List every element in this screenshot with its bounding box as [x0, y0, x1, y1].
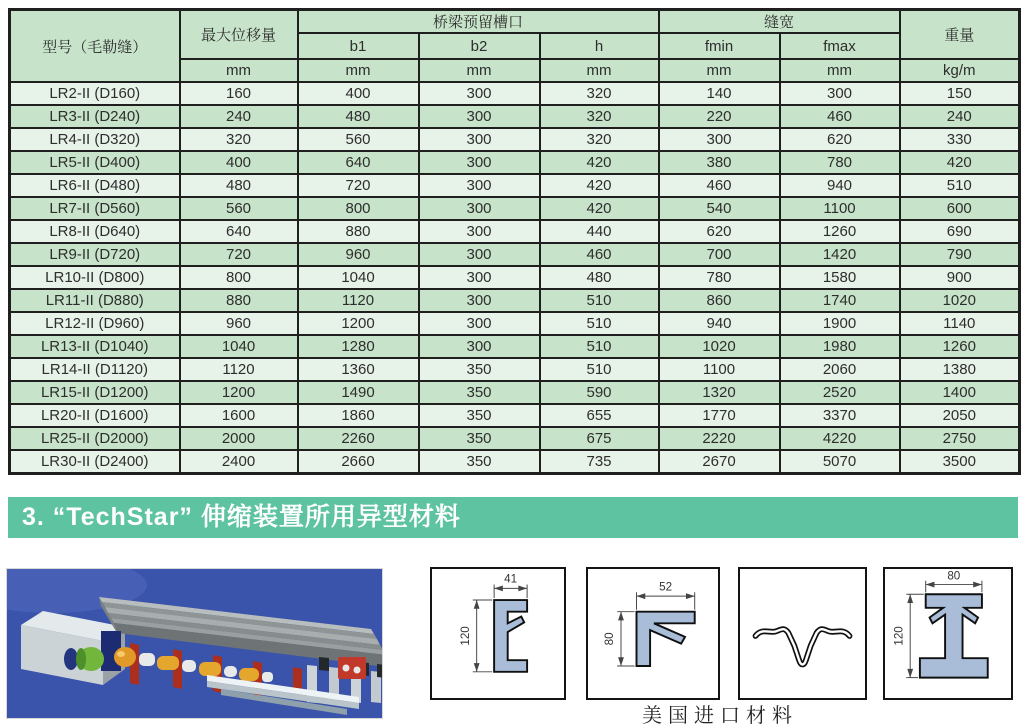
cell-model: LR5-II (D400): [10, 151, 180, 174]
dim-width-label: 52: [659, 580, 673, 594]
header-b2: b2: [419, 33, 540, 59]
cell-b2: 300: [419, 197, 540, 220]
dim-height-label: 80: [603, 632, 617, 646]
cell-h: 460: [540, 243, 659, 266]
cell-fmax: 1580: [780, 266, 900, 289]
expansion-joint-3d-render: [6, 568, 383, 719]
cell-fmax: 1900: [780, 312, 900, 335]
table-body: [10, 82, 1020, 473]
cell-b1: 1200: [298, 312, 419, 335]
cell-displacement: 640: [180, 220, 298, 243]
cell-weight: 1400: [900, 381, 1020, 404]
cell-b2: 350: [419, 404, 540, 427]
cell-b1: 880: [298, 220, 419, 243]
materials-caption: 美国进口材料: [642, 705, 798, 727]
cell-fmax: 1100: [780, 197, 900, 220]
cell-weight: 420: [900, 151, 1020, 174]
cell-model: LR20-II (D1600): [10, 404, 180, 427]
header-weight: 重量: [900, 10, 1020, 60]
cell-displacement: 880: [180, 289, 298, 312]
cell-fmax: 1740: [780, 289, 900, 312]
cell-fmin: 2220: [659, 427, 780, 450]
cell-b2: 300: [419, 335, 540, 358]
cell-model: LR10-II (D800): [10, 266, 180, 289]
cell-b2: 350: [419, 381, 540, 404]
table-row: [10, 450, 1020, 473]
table-row: [10, 358, 1020, 381]
table-row: [10, 174, 1020, 197]
cell-h: 655: [540, 404, 659, 427]
profile-drawing-c-edge: [430, 567, 566, 700]
cell-fmin: 700: [659, 243, 780, 266]
cell-model: LR8-II (D640): [10, 220, 180, 243]
cell-fmax: 1260: [780, 220, 900, 243]
cell-fmin: 1770: [659, 404, 780, 427]
cell-b2: 300: [419, 105, 540, 128]
cell-b2: 350: [419, 450, 540, 473]
cell-fmax: 940: [780, 174, 900, 197]
cell-weight: 2750: [900, 427, 1020, 450]
cell-fmax: 780: [780, 151, 900, 174]
cell-b2: 300: [419, 151, 540, 174]
cell-weight: 1020: [900, 289, 1020, 312]
header-h: h: [540, 33, 659, 59]
table-row: [10, 381, 1020, 404]
cell-h: 590: [540, 381, 659, 404]
table-row: [10, 427, 1020, 450]
header-seam-group: 缝宽: [659, 10, 900, 34]
cell-b1: 640: [298, 151, 419, 174]
cell-model: LR4-II (D320): [10, 128, 180, 151]
cell-model: LR14-II (D1120): [10, 358, 180, 381]
cell-weight: 1380: [900, 358, 1020, 381]
cell-b2: 300: [419, 312, 540, 335]
expansion-joint-spec-table: [8, 8, 1021, 475]
cell-displacement: 320: [180, 128, 298, 151]
dim-height-label: 120: [458, 626, 472, 646]
cell-model: LR11-II (D880): [10, 289, 180, 312]
cell-model: LR9-II (D720): [10, 243, 180, 266]
cell-b2: 350: [419, 427, 540, 450]
cell-h: 320: [540, 82, 659, 105]
header-model: 型号（毛勒缝）: [10, 10, 180, 83]
cell-model: LR3-II (D240): [10, 105, 180, 128]
cell-h: 320: [540, 128, 659, 151]
cell-h: 675: [540, 427, 659, 450]
cell-weight: 330: [900, 128, 1020, 151]
cell-h: 510: [540, 289, 659, 312]
cell-b1: 480: [298, 105, 419, 128]
section-title: 3. “TechStar” 伸缩装置所用异型材料: [22, 503, 461, 531]
cell-b1: 1120: [298, 289, 419, 312]
cell-fmin: 140: [659, 82, 780, 105]
cell-fmin: 1020: [659, 335, 780, 358]
cell-b1: 1280: [298, 335, 419, 358]
cell-displacement: 2000: [180, 427, 298, 450]
unit-weight: kg/m: [900, 59, 1020, 82]
dim-width-label: 80: [947, 569, 961, 583]
cell-h: 420: [540, 197, 659, 220]
cell-h: 320: [540, 105, 659, 128]
cell-model: LR15-II (D1200): [10, 381, 180, 404]
table-row: [10, 197, 1020, 220]
table-row: [10, 335, 1020, 358]
table-row: [10, 312, 1020, 335]
cell-b1: 560: [298, 128, 419, 151]
cell-model: LR7-II (D560): [10, 197, 180, 220]
c-edge-profile-graphic: [432, 569, 564, 698]
cell-h: 440: [540, 220, 659, 243]
header-fmax: fmax: [780, 33, 900, 59]
angle-edge-profile-graphic: [588, 569, 718, 698]
table-row: [10, 266, 1020, 289]
table-row: [10, 220, 1020, 243]
cell-fmin: 380: [659, 151, 780, 174]
cell-b2: 300: [419, 243, 540, 266]
cell-fmax: 460: [780, 105, 900, 128]
profile-drawing-v-seal: [738, 567, 867, 700]
cell-model: LR6-II (D480): [10, 174, 180, 197]
cell-fmin: 780: [659, 266, 780, 289]
cell-fmin: 540: [659, 197, 780, 220]
cell-b2: 350: [419, 358, 540, 381]
cell-weight: 510: [900, 174, 1020, 197]
cell-weight: 3500: [900, 450, 1020, 473]
table-row: [10, 82, 1020, 105]
unit-h: mm: [540, 59, 659, 82]
cell-fmax: 2060: [780, 358, 900, 381]
cell-fmax: 300: [780, 82, 900, 105]
cell-fmin: 220: [659, 105, 780, 128]
cell-fmax: 4220: [780, 427, 900, 450]
header-b1: b1: [298, 33, 419, 59]
cell-fmin: 2670: [659, 450, 780, 473]
cell-fmin: 620: [659, 220, 780, 243]
cell-displacement: 400: [180, 151, 298, 174]
profile-drawing-angle-edge: [586, 567, 720, 700]
cell-fmin: 860: [659, 289, 780, 312]
cell-weight: 690: [900, 220, 1020, 243]
header-fmin: fmin: [659, 33, 780, 59]
profile-drawing-i-beam: [883, 567, 1013, 700]
cell-h: 420: [540, 151, 659, 174]
unit-b2: mm: [419, 59, 540, 82]
table-header: [10, 10, 1020, 83]
cell-fmax: 1980: [780, 335, 900, 358]
unit-b1: mm: [298, 59, 419, 82]
table-row: [10, 289, 1020, 312]
cell-fmin: 300: [659, 128, 780, 151]
cell-b1: 400: [298, 82, 419, 105]
cell-h: 510: [540, 312, 659, 335]
cell-displacement: 1040: [180, 335, 298, 358]
cell-h: 510: [540, 335, 659, 358]
cell-displacement: 480: [180, 174, 298, 197]
cell-displacement: 960: [180, 312, 298, 335]
cell-b2: 300: [419, 82, 540, 105]
cell-fmin: 1100: [659, 358, 780, 381]
cell-h: 510: [540, 358, 659, 381]
cell-b1: 1360: [298, 358, 419, 381]
cell-fmax: 5070: [780, 450, 900, 473]
cell-displacement: 560: [180, 197, 298, 220]
section-banner: [8, 497, 1018, 538]
cell-h: 480: [540, 266, 659, 289]
cell-displacement: 1200: [180, 381, 298, 404]
cell-weight: 240: [900, 105, 1020, 128]
cell-fmin: 940: [659, 312, 780, 335]
cell-fmin: 1320: [659, 381, 780, 404]
table-row: [10, 404, 1020, 427]
cell-weight: 1140: [900, 312, 1020, 335]
cell-b2: 300: [419, 220, 540, 243]
cell-displacement: 1600: [180, 404, 298, 427]
table-row: [10, 128, 1020, 151]
cell-fmin: 460: [659, 174, 780, 197]
cell-b1: 960: [298, 243, 419, 266]
cell-fmax: 2520: [780, 381, 900, 404]
cell-displacement: 2400: [180, 450, 298, 473]
v-seal-profile-graphic: [740, 569, 865, 698]
cell-h: 735: [540, 450, 659, 473]
cell-b1: 800: [298, 197, 419, 220]
cell-displacement: 720: [180, 243, 298, 266]
cell-weight: 150: [900, 82, 1020, 105]
cell-b1: 1490: [298, 381, 419, 404]
cell-b1: 2260: [298, 427, 419, 450]
i-beam-profile-graphic: [885, 569, 1011, 698]
cell-fmax: 3370: [780, 404, 900, 427]
cell-b1: 1860: [298, 404, 419, 427]
unit-fmin: mm: [659, 59, 780, 82]
cell-b1: 2660: [298, 450, 419, 473]
cell-weight: 900: [900, 266, 1020, 289]
cell-displacement: 160: [180, 82, 298, 105]
cell-b1: 1040: [298, 266, 419, 289]
table-row: [10, 243, 1020, 266]
cell-b1: 720: [298, 174, 419, 197]
cell-fmax: 620: [780, 128, 900, 151]
header-slot-group: 桥梁预留槽口: [298, 10, 659, 34]
dim-height-label: 120: [892, 626, 906, 646]
cell-fmax: 1420: [780, 243, 900, 266]
cell-model: LR30-II (D2400): [10, 450, 180, 473]
cell-b2: 300: [419, 266, 540, 289]
cell-model: LR25-II (D2000): [10, 427, 180, 450]
cell-displacement: 240: [180, 105, 298, 128]
cell-displacement: 1120: [180, 358, 298, 381]
header-max-displacement: 最大位移量: [180, 10, 298, 60]
dim-width-label: 41: [504, 572, 518, 586]
cell-weight: 600: [900, 197, 1020, 220]
unit-fmax: mm: [780, 59, 900, 82]
table-row: [10, 151, 1020, 174]
cell-b2: 300: [419, 289, 540, 312]
unit-displacement: mm: [180, 59, 298, 82]
cell-displacement: 800: [180, 266, 298, 289]
cell-model: LR13-II (D1040): [10, 335, 180, 358]
cell-weight: 790: [900, 243, 1020, 266]
3d-render-graphic: [7, 569, 382, 718]
cell-b2: 300: [419, 174, 540, 197]
table-row: [10, 105, 1020, 128]
cell-weight: 1260: [900, 335, 1020, 358]
cell-model: LR12-II (D960): [10, 312, 180, 335]
cell-weight: 2050: [900, 404, 1020, 427]
cell-b2: 300: [419, 128, 540, 151]
cell-h: 420: [540, 174, 659, 197]
cell-model: LR2-II (D160): [10, 82, 180, 105]
